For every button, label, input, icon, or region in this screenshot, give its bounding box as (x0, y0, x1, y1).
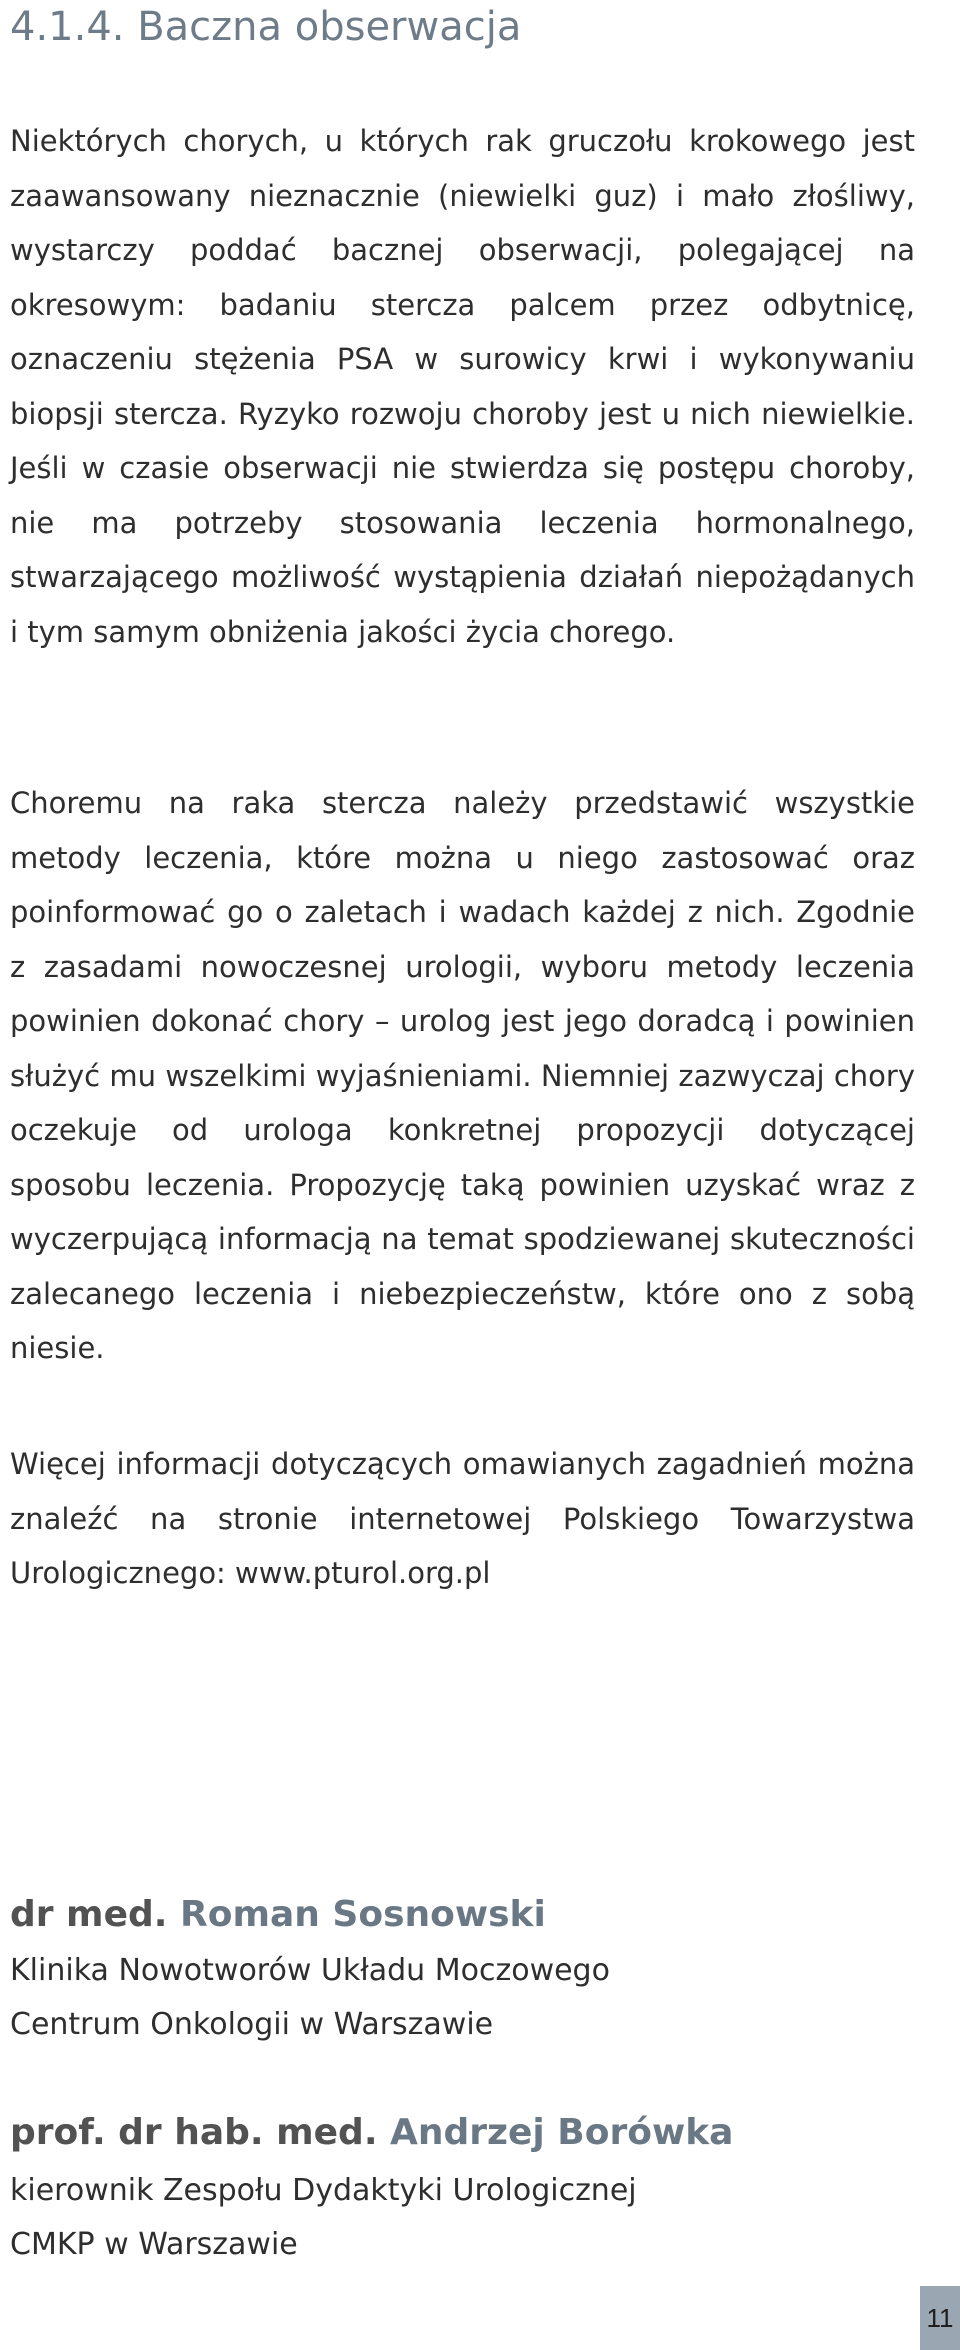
paragraph-treatment-choice: Choremu na raka stercza należy przedstawić wszystkie metody leczenia, które można u niego zastosować oraz poinformować go o zaletach i wadach każdej z nich. Zgodnie z zasadami nowoczesnej urologii, wyboru metody leczenia powinien dokonać chory – urolog jest jego doradcą i powinien służyć mu wszelkimi wyjaśnieniami. Niemniej zazwyczaj chory oczekuje od urologa konkretnej propozycji dotyczącej sposobu leczenia. Propozycję taką powinien uzyskać wraz z wyczerpującą informacją na temat spodziewanej skuteczności zalecanego leczenia i niebezpieczeństw, które ono z sobą niesie. (10, 786, 915, 1365)
paragraph-observation: Niektórych chorych, u których rak gruczołu krokowego jest zaawansowany nieznacznie (niewielki guz) i mało złośliwy, wystarczy poddać bacznej obserwacji, polegającej na okresowym: badaniu stercza palcem przez odbytnicę, oznaczeniu stężenia PSA w surowicy krwi i wykonywaniu biopsji stercza. Ryzyko rozwoju choroby jest u nich niewielkie. Jeśli w czasie obserwacji nie stwierdza się postępu choroby, nie ma potrzeby stosowania leczenia hormonalnego, stwarzającego możliwość wystąpienia działań niepożądanych i tym samym obniżenia jakości życia chorego. (10, 124, 915, 649)
section-number: 4.1.4. (10, 4, 125, 50)
section-title: Baczna obserwacja (137, 4, 522, 50)
page-number: 11 (926, 2302, 954, 2333)
author-2-name (10, 2108, 733, 2158)
author-1-fullname: Roman Sosnowski (179, 1894, 546, 1935)
author-2-degree: prof. dr hab. med. (10, 2112, 378, 2153)
section-heading (10, 0, 521, 54)
paragraph-more-info: Więcej informacji dotyczących omawianych zagadnień można znaleźć na stronie internetowej Polskiego Towarzystwa Urologicznego: www.pturol.org.pl (10, 1447, 915, 1590)
author-1-degree: dr med. (10, 1894, 168, 1935)
author-2-fullname: Andrzej Borówka (390, 2112, 734, 2153)
author-2-affiliation-2: CMKP w Warszawie (10, 2227, 298, 2262)
author-2-affiliation-1: kierownik Zespołu Dydaktyki Urologicznej (10, 2173, 637, 2208)
author-1-affiliation-2: Centrum Onkologii w Warszawie (10, 2007, 494, 2042)
page-number-tab (920, 2286, 960, 2350)
author-1-affiliation-1: Klinika Nowotworów Układu Moczowego (10, 1953, 610, 1988)
author-1-name (10, 1890, 546, 1940)
